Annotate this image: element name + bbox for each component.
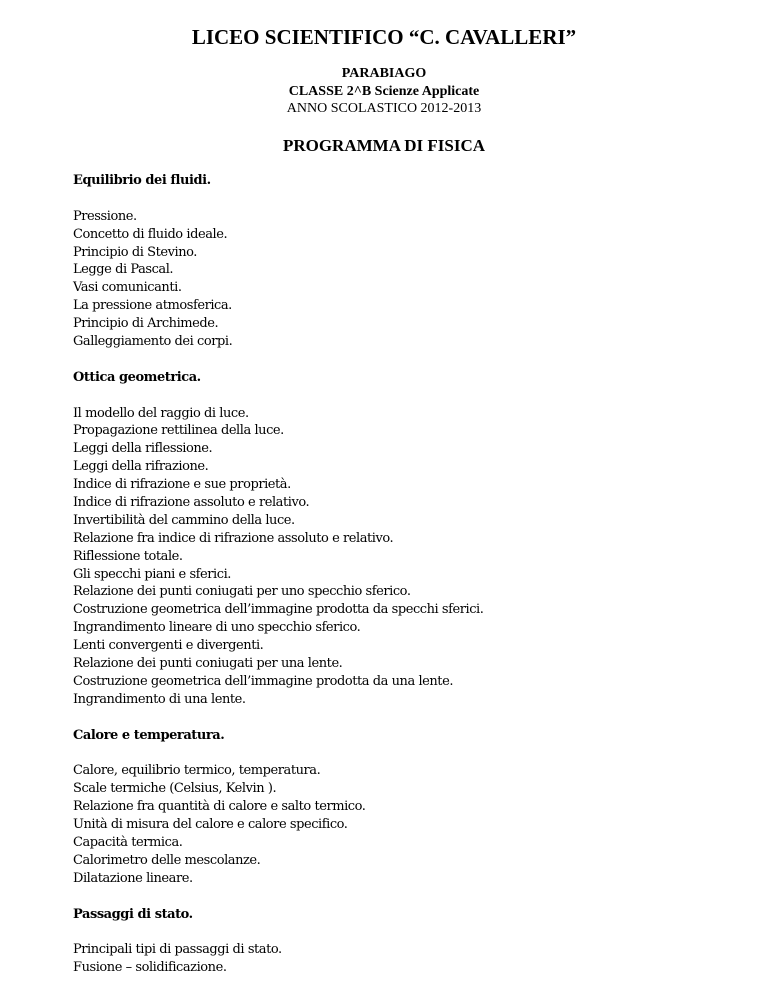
list-item: Ingrandimento lineare di uno specchio sferico. [73,620,361,636]
list-item: Costruzione geometrica dell’immagine prodotta da una lente. [73,673,454,689]
list-item: Principio di Archimede. [73,316,219,332]
list-item: Relazione dei punti coniugati per uno specchio sferico. [73,584,411,600]
list-item: Gli specchi piani e sferici. [73,566,231,582]
city-line: PARABIAGO [341,66,427,81]
list-item: Leggi della rifrazione. [73,459,209,475]
list-item: Indice di rifrazione assoluto e relativo. [73,495,310,511]
list-item: Il modello del raggio di luce. [73,405,249,421]
list-item: Relazione dei punti coniugati per una lente. [73,656,343,672]
list-item: Fusione – solidificazione. [73,960,227,976]
list-item: Lenti convergenti e divergenti. [73,638,264,654]
list-item: Indice di rifrazione e sue proprietà. [73,477,291,493]
section-item-list [73,941,753,977]
program-title: PROGRAMMA DI FISICA [282,136,486,155]
section-heading: Ottica geometrica. [73,369,201,385]
list-item: Relazione fra indice di rifrazione assoluto e relativo. [73,530,394,546]
list-item: Calore, equilibrio termico, temperatura. [73,763,321,779]
list-item: Concetto di fluido ideale. [73,226,228,242]
list-item: La pressione atmosferica. [73,298,232,314]
list-item: Riflessione totale. [73,548,183,564]
section-heading: Calore e temperatura. [73,727,225,743]
section-item-list [73,405,753,709]
header-block [0,65,768,118]
list-item: Vasi comunicanti. [73,280,182,296]
program-content [73,172,753,995]
section-item-list [73,762,753,887]
list-item: Legge di Pascal. [73,262,174,278]
list-item: Pressione. [73,208,137,224]
list-item: Galleggiamento dei corpi. [73,334,233,350]
list-item: Principio di Stevino. [73,244,197,260]
section-item-list [73,208,753,351]
school-year-line: ANNO SCOLASTICO 2012-2013 [286,101,482,116]
list-item: Scale termiche (Celsius, Kelvin ). [73,781,277,797]
school-title: LICEO SCIENTIFICO “C. CAVALLERI” [191,25,577,49]
class-line: CLASSE 2^B Scienze Applicate [288,83,480,99]
list-item: Ingrandimento di una lente. [73,691,246,707]
list-item: Costruzione geometrica dell’immagine prodotta da specchi sferici. [73,602,484,618]
list-item: Capacità termica. [73,834,183,850]
list-item: Propagazione rettilinea della luce. [73,423,284,439]
list-item: Calorimetro delle mescolanze. [73,852,261,868]
list-item: Leggi della riflessione. [73,441,213,457]
list-item: Unità di misura del calore e calore specifico. [73,817,348,833]
list-item: Relazione fra quantità di calore e salto termico. [73,799,366,815]
list-item: Invertibilità del cammino della luce. [73,512,295,528]
list-item: Principali tipi di passaggi di stato. [73,942,282,958]
section-heading: Equilibrio dei fluidi. [73,173,211,188]
section-heading: Passaggi di stato. [73,906,193,922]
list-item: Dilatazione lineare. [73,870,193,886]
